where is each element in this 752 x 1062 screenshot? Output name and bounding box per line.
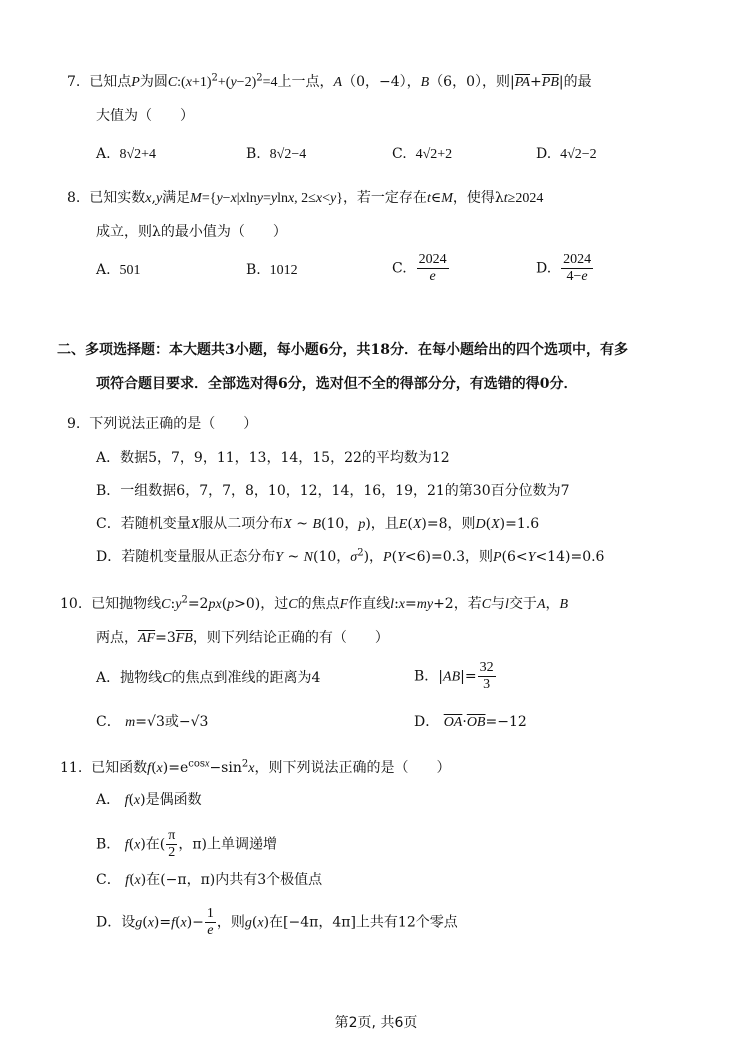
q7-option-b: B. 8√2−4 <box>246 146 307 162</box>
question-9-stem: 9. 下列说法正确的是（ ） <box>67 416 258 432</box>
q8-option-c: C. $\frac{2024}{e}$ <box>392 252 447 284</box>
q10-option-c: C． m=√3或−√3 <box>96 714 209 730</box>
question-10-stem-cont: 两点，$\overline{AF}=3\overline{FB}$，则下列结论正确的有（ ） <box>96 630 389 646</box>
section-2-title: 二、多项选择题：本大题共3小题，每小题6分，共18分．在每小题给出的四个选项中，有多 <box>57 342 628 358</box>
q8-option-a: A. 501 <box>96 262 141 278</box>
q7-option-c: C. 4√2+2 <box>392 146 453 162</box>
q7-option-a: A. 8√2+4 <box>96 146 157 162</box>
section-2-title-cont: 项符合题目要求．全部选对得6分，选对但不全的得部分分，有选错的得0分． <box>96 376 578 392</box>
q8-option-b: B. 1012 <box>246 262 298 278</box>
q9-option-b: B．一组数据6，7，7，8，10，12，14，16，19，21的第30百分位数为7 <box>96 483 570 499</box>
q11-option-b: B． f(x)在( $\frac{\pi}{2}$ ，π)上单调递增 <box>96 828 278 860</box>
question-8-stem: 8. 已知实数x,y满足M={y−x|xlny=ylnx, 2≤x<y}，若一定存在t∈M，使得λt≥2024 <box>67 190 544 206</box>
q9-option-d: D．若随机变量服从正态分布Y ~ N(10，$\sigma^2$)，P(Y<6)=0.3，则P(6<Y<14)=0.6 <box>96 547 605 565</box>
q8-option-d: D. $\frac{2024}{4-e}$ <box>536 252 592 284</box>
q10-option-d: D． $\overline{OA}\cdot\overline{OB}=-12$ <box>414 714 527 730</box>
q9-option-c: C．若随机变量X服从二项分布X ~ B(10，p)，且E(X)=8，则D(X)=1.6 <box>96 516 540 532</box>
question-11-stem: 11. 已知函数$f(x)=e^{cosx}-\sin^2x$，则下列说法正确的是（ ） <box>60 758 451 776</box>
q11-option-c: C． f(x)在(−π，π)内共有3个极值点 <box>96 872 323 888</box>
q11-option-a: A． f(x)是偶函数 <box>96 792 202 808</box>
question-10-stem: 10. 已知抛物线$C:y^2=2px(p>0)$，过C的焦点F作直线l:x=my+2，若C与l交于A，B <box>60 594 569 612</box>
q9-option-a: A．数据5，7，9，11，13，14，15，22的平均数为12 <box>96 450 450 466</box>
question-7-stem: 7. 已知点P为圆$C:(x+1)^2+(y-2)^2=4$上一点，A（0，−4），B（6，0），则$|\overline{PA}+\overline{PB}|$的最 <box>67 72 592 90</box>
q7-option-d: D. 4√2−2 <box>536 146 597 162</box>
q10-option-b: B．|AB|= $\frac{32}{3}$ <box>414 660 494 692</box>
question-8-stem-cont: 成立，则λ的最小值为（ ） <box>96 224 287 240</box>
q10-option-a: A．抛物线C的焦点到准线的距离为4 <box>96 670 321 686</box>
q11-option-d: D．设g(x)=f(x)− $\frac{1}{e}$ ，则g(x)在[−4π，4π]上共有12个零点 <box>96 906 458 938</box>
page-footer: 第2页, 共6页 <box>334 1015 418 1031</box>
question-7-stem-cont: 大值为（ ） <box>96 108 194 124</box>
